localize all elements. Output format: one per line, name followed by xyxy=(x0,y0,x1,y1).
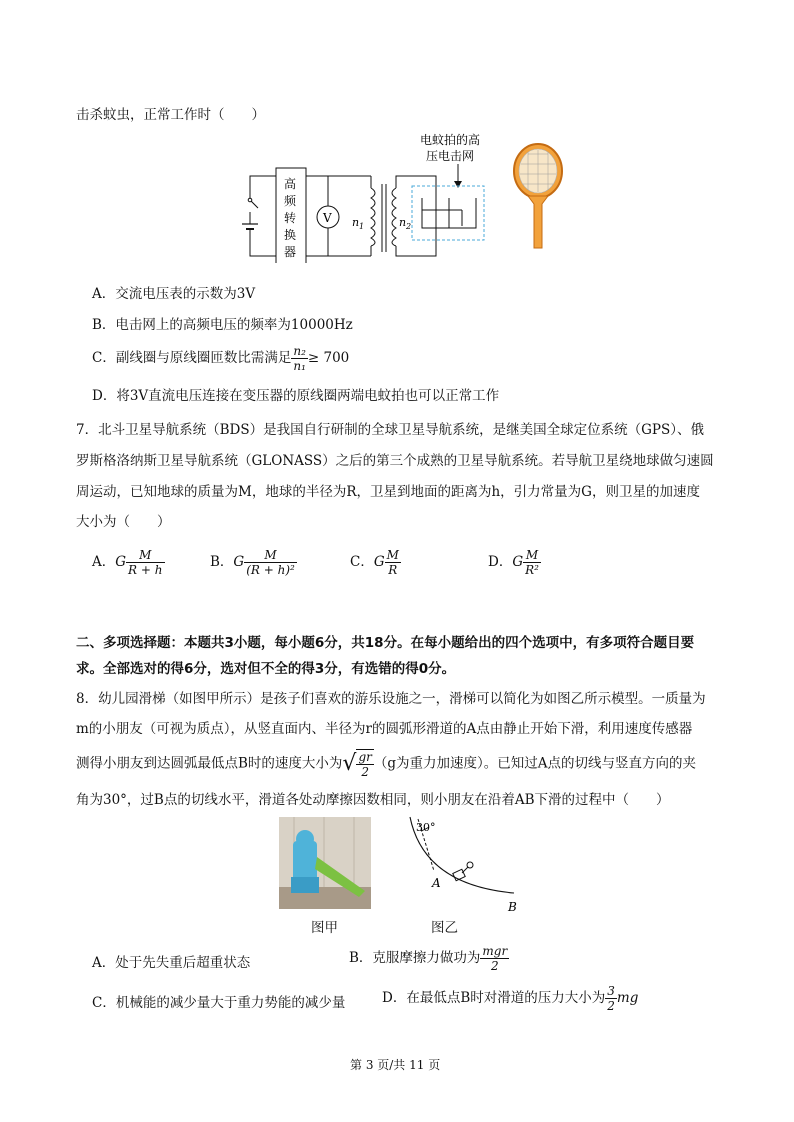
q8-option-d: D．在最低点B时对滑道的压力大小为 $\frac{3}{2}$ mg xyxy=(382,984,639,1013)
page-footer: 第 3 页/共 11 页 xyxy=(350,1058,441,1072)
svg-text:频: 频 xyxy=(284,194,297,208)
q8-option-a: A．处于先失重后超重状态 xyxy=(92,955,251,971)
fig-a-caption: 图甲 xyxy=(311,920,338,936)
svg-text:器: 器 xyxy=(284,245,297,259)
net-dashed-box xyxy=(412,186,484,240)
q6-option-b: B．电击网上的高频电压的频率为10000Hz xyxy=(92,317,353,333)
fig-b-caption: 图乙 xyxy=(431,920,458,936)
svg-text:n: n xyxy=(352,216,360,229)
primary-coil xyxy=(371,188,375,246)
q6-option-a: A．交流电压表的示数为3V xyxy=(92,286,256,302)
q8-option-c: C．机械能的减少量大于重力势能的减少量 xyxy=(92,995,346,1011)
net-label-line2: 压电击网 xyxy=(426,149,475,163)
q7-option-b: B．G $\frac{M}{\text{(R + h)²}}$ xyxy=(210,548,295,577)
svg-text:V: V xyxy=(323,211,332,225)
arc-diagram xyxy=(404,815,526,915)
q7-line2: 罗斯格洛纳斯卫星导航系统（GLONASS）之后的第三个成熟的卫星导航系统。若导航卫星绕地球做匀速圆 xyxy=(76,453,714,469)
q8-line2: m的小朋友（可视为质点），从竖直面内、半径为r的圆弧形滑道的A点由静止开始下滑，利用速度传感器 xyxy=(76,721,693,737)
q7-line1: 7．北斗卫星导航系统（BDS）是我国自行研制的全球卫星导航系统，是继美国全球定位系统（GPS）、俄 xyxy=(76,422,704,438)
svg-text:1: 1 xyxy=(359,222,365,231)
svg-text:高: 高 xyxy=(284,177,297,191)
section2-line1: 二、多项选择题：本题共3小题，每小题6分，共18分。在每小题给出的四个选项中，有多项符合题目要 xyxy=(76,635,695,651)
secondary-coil xyxy=(392,188,396,246)
q6-option-d: D．将3V直流电压连接在变压器的原线圈两端电蚊拍也可以正常工作 xyxy=(92,388,500,404)
q7-line3: 周运动，已知地球的质量为M，地球的半径为R，卫星到地面的距离为h，引力常量为G，则卫星的加速度 xyxy=(76,484,700,500)
section2-line2: 求。全部选对的得6分，选对但不全的得3分，有选错的得0分。 xyxy=(76,661,456,677)
q8-option-b: B．克服摩擦力做功为 $\frac{\text{mgr}}{2}$ xyxy=(349,944,508,973)
q8-line4: 角为30°，过B点的切线水平，滑道各处动摩擦因数相同，则小朋友在沿着AB下滑的过程中（ ） xyxy=(76,792,670,808)
q8-line1: 8．幼儿园滑梯（如图甲所示）是孩子们喜欢的游乐设施之一，滑梯可以简化为如图乙所示模型。一质量为 xyxy=(76,691,706,707)
svg-text:2: 2 xyxy=(406,222,412,231)
q6-option-c: C．副线圈与原线圈匝数比需满足 $\frac{\text{n₂}}{\text{n₁}}$ ≥ 700 xyxy=(92,344,350,373)
svg-text:n: n xyxy=(399,216,407,229)
q6-stem-tail: 击杀蚊虫，正常工作时（ ） xyxy=(76,107,265,123)
q7-line4: 大小为（ ） xyxy=(76,514,171,530)
mosquito-racket-icon xyxy=(514,144,562,248)
svg-text:换: 换 xyxy=(284,228,297,242)
svg-text:B: B xyxy=(508,900,517,914)
q6-circuit-figure xyxy=(236,128,596,263)
net-label-line1: 电蚊拍的高 xyxy=(420,133,481,147)
q7-option-d: D．G $\frac{M}{\text{R²}}$ xyxy=(488,548,539,577)
svg-text:转: 转 xyxy=(284,211,297,225)
q8-line3: 测得小朋友到达圆弧最低点B时的速度大小为√ $\frac{gr}{2}$ （g为重力加速度）。已知过A点的切线与竖直方向的夹 xyxy=(76,750,697,779)
svg-text:30°: 30° xyxy=(416,821,436,834)
q7-option-c: C．G $\frac{M}{R}$ xyxy=(350,548,399,577)
q7-option-a: A．G $\frac{M}{R + h}$ xyxy=(92,548,163,577)
slide-photo xyxy=(279,817,371,909)
svg-text:A: A xyxy=(432,876,441,890)
